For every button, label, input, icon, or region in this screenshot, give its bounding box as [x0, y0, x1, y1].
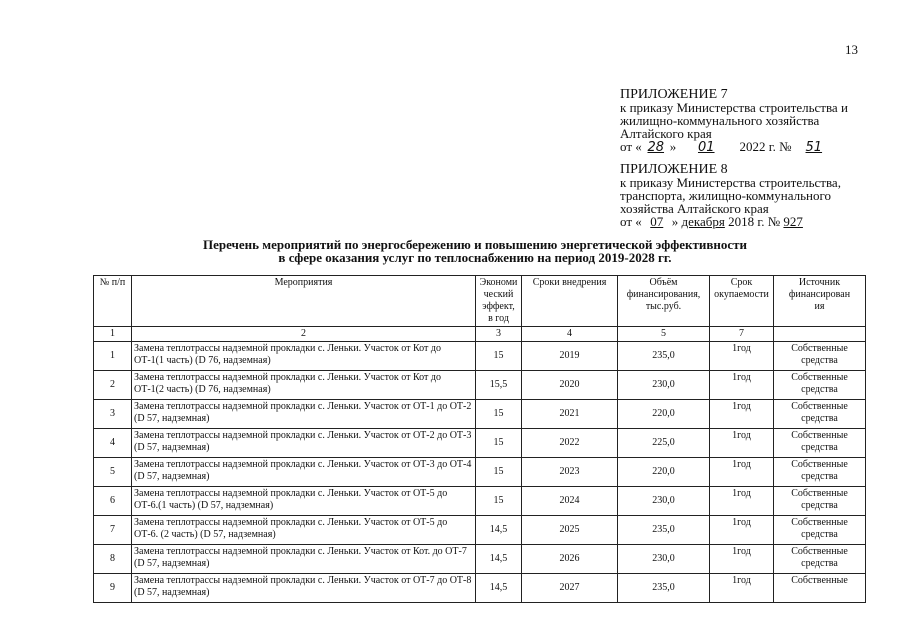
row-effect: 14,5 [476, 516, 522, 545]
table-row [94, 458, 866, 487]
row-cost: 235,0 [618, 516, 710, 545]
header-implementation: Сроки внедрения [522, 276, 618, 327]
appendix-7-date-suffix: 2022 г. № [739, 139, 792, 154]
row-source: Собственные средства [774, 429, 866, 458]
row-cost: 220,0 [618, 400, 710, 429]
header-effect-line: ческий [483, 289, 514, 300]
table-row [94, 371, 866, 400]
appendix-8-line3: хозяйства Алтайского края [620, 201, 769, 216]
row-effect: 15 [476, 400, 522, 429]
row-cost: 230,0 [618, 371, 710, 400]
appendix-7-date-line [620, 140, 848, 154]
row-payback: 1год [710, 458, 774, 487]
row-year: 2019 [522, 342, 618, 371]
appendix-8-date-suffix: 2018 г. № [728, 214, 781, 229]
row-year: 2027 [522, 574, 618, 603]
row-effect: 15 [476, 487, 522, 516]
row-number: 4 [94, 429, 132, 458]
appendix-8-day: 07 [650, 214, 664, 229]
appendix-8-title: ПРИЛОЖЕНИЕ 8 [620, 162, 728, 177]
appendix-8-month: декабря [681, 214, 725, 229]
row-source: Собственные средства [774, 371, 866, 400]
row-cost: 220,0 [618, 458, 710, 487]
appendix-7-title: ПРИЛОЖЕНИЕ 7 [620, 87, 728, 102]
appendix-7-date-prefix: от « [620, 139, 642, 154]
row-year: 2023 [522, 458, 618, 487]
row-year: 2025 [522, 516, 618, 545]
row-source: Собственные средства [774, 342, 866, 371]
heading-line2: в сфере оказания услуг по теплоснабжению на период 2019-2028 гг. [278, 250, 672, 265]
row-measure: Замена теплотрассы надземной прокладки с. Леньки. Участок от ОТ-5 до ОТ-6.(1 часть) (D 57, надземная) [132, 487, 476, 516]
measures-table [93, 275, 866, 603]
row-cost: 225,0 [618, 429, 710, 458]
row-payback: 1год [710, 574, 774, 603]
row-cost: 235,0 [618, 342, 710, 371]
table-row [94, 400, 866, 429]
row-cost: 230,0 [618, 545, 710, 574]
row-number: 9 [94, 574, 132, 603]
row-measure: Замена теплотрассы надземной прокладки с. Леньки. Участок от ОТ-2 до ОТ-3 (D 57, надземная) [132, 429, 476, 458]
header-source-line: ия [814, 301, 825, 312]
column-number: 1 [94, 327, 132, 342]
row-measure: Замена теплотрассы надземной прокладки с. Леньки. Участок от Кот. до ОТ-7 (D 57, надземная) [132, 545, 476, 574]
row-number: 8 [94, 545, 132, 574]
table-row [94, 429, 866, 458]
row-effect: 14,5 [476, 574, 522, 603]
appendix-7-number: 51 [805, 140, 823, 155]
row-source: Собственные [774, 574, 866, 603]
row-number: 3 [94, 400, 132, 429]
row-payback: 1год [710, 429, 774, 458]
row-year: 2024 [522, 487, 618, 516]
table-row [94, 516, 866, 545]
column-number: 2 [132, 327, 476, 342]
row-effect: 14,5 [476, 545, 522, 574]
row-effect: 15 [476, 458, 522, 487]
row-payback: 1год [710, 516, 774, 545]
appendix-8-line1: к приказу Министерства строительства, [620, 175, 841, 190]
column-number: 4 [522, 327, 618, 342]
row-cost: 235,0 [618, 574, 710, 603]
row-year: 2022 [522, 429, 618, 458]
row-number: 5 [94, 458, 132, 487]
appendix-7-date-mid: » [669, 139, 677, 154]
appendix-8-number: 927 [783, 214, 803, 229]
row-payback: 1год [710, 371, 774, 400]
column-number: 7 [710, 327, 774, 342]
row-year: 2021 [522, 400, 618, 429]
appendix-7-line1: к приказу Министерства строительства и [620, 100, 848, 115]
column-number [774, 327, 866, 342]
table-body [94, 342, 866, 603]
row-year: 2026 [522, 545, 618, 574]
row-number: 7 [94, 516, 132, 545]
header-measures: Мероприятия [132, 276, 476, 327]
appendix-8-date-mid: » [671, 214, 679, 229]
row-measure: Замена теплотрассы надземной прокладки с. Леньки. Участок от ОТ-3 до ОТ-4 (D 57, надземная) [132, 458, 476, 487]
header-source-line: Источник [798, 277, 841, 288]
column-numbering-row [94, 327, 866, 342]
appendix-8-line2: транспорта, жилищно-коммунального [620, 188, 831, 203]
appendix-7-line2: жилищно-коммунального хозяйства [620, 113, 820, 128]
row-effect: 15 [476, 342, 522, 371]
row-number: 1 [94, 342, 132, 371]
row-year: 2020 [522, 371, 618, 400]
header-effect-line: эффект, [482, 301, 515, 312]
row-payback: 1год [710, 487, 774, 516]
row-number: 2 [94, 371, 132, 400]
table-row [94, 342, 866, 371]
header-source [774, 276, 866, 327]
header-effect [476, 276, 522, 327]
row-source: Собственные средства [774, 545, 866, 574]
table-row [94, 487, 866, 516]
header-financing-volume: Объём финансирования, тыс.руб. [618, 276, 710, 327]
row-payback: 1год [710, 545, 774, 574]
row-cost: 230,0 [618, 487, 710, 516]
row-measure: Замена теплотрассы надземной прокладки с. Леньки. Участок от ОТ-7 до ОТ-8 (D 57, надземная) [132, 574, 476, 603]
row-source: Собственные средства [774, 487, 866, 516]
header-effect-line: в год [488, 313, 509, 324]
page-number: 13 [845, 42, 858, 57]
table-row [94, 574, 866, 603]
appendix-7-line3: Алтайского края [620, 126, 712, 141]
appendix-7-day: 28 [647, 140, 665, 155]
row-source: Собственные средства [774, 458, 866, 487]
table-header-row [94, 276, 866, 327]
row-measure: Замена теплотрассы надземной прокладки с. Леньки. Участок от Кот до ОТ-1(2 часть) (D 76, надземная) [132, 371, 476, 400]
column-number: 3 [476, 327, 522, 342]
heading-line1: Перечень мероприятий по энергосбережению и повышению энергетической эффективности [202, 237, 748, 252]
header-source-line: финансирован [788, 289, 851, 300]
row-payback: 1год [710, 400, 774, 429]
document-heading [90, 238, 860, 264]
appendix-8-date-line [620, 215, 841, 228]
row-measure: Замена теплотрассы надземной прокладки с. Леньки. Участок от Кот до ОТ-1(1 часть) (D 76, надземная) [132, 342, 476, 371]
header-payback: Срок окупаемости [710, 276, 774, 327]
row-source: Собственные средства [774, 400, 866, 429]
row-measure: Замена теплотрассы надземной прокладки с. Леньки. Участок от ОТ-1 до ОТ-2 (D 57, надземная) [132, 400, 476, 429]
header-number: № п/п [94, 276, 132, 327]
appendix-7-month: 01 [697, 140, 715, 155]
row-payback: 1год [710, 342, 774, 371]
table-row [94, 545, 866, 574]
column-number: 5 [618, 327, 710, 342]
appendix-8-date-prefix: от « [620, 214, 642, 229]
row-effect: 15,5 [476, 371, 522, 400]
appendix-7-block [620, 88, 848, 154]
row-measure: Замена теплотрассы надземной прокладки с. Леньки. Участок от ОТ-5 до ОТ-6. (2 часть) (D 57, надземная) [132, 516, 476, 545]
appendix-8-block [620, 163, 841, 228]
header-effect-line: Экономи [479, 277, 518, 288]
row-effect: 15 [476, 429, 522, 458]
row-source: Собственные средства [774, 516, 866, 545]
row-number: 6 [94, 487, 132, 516]
